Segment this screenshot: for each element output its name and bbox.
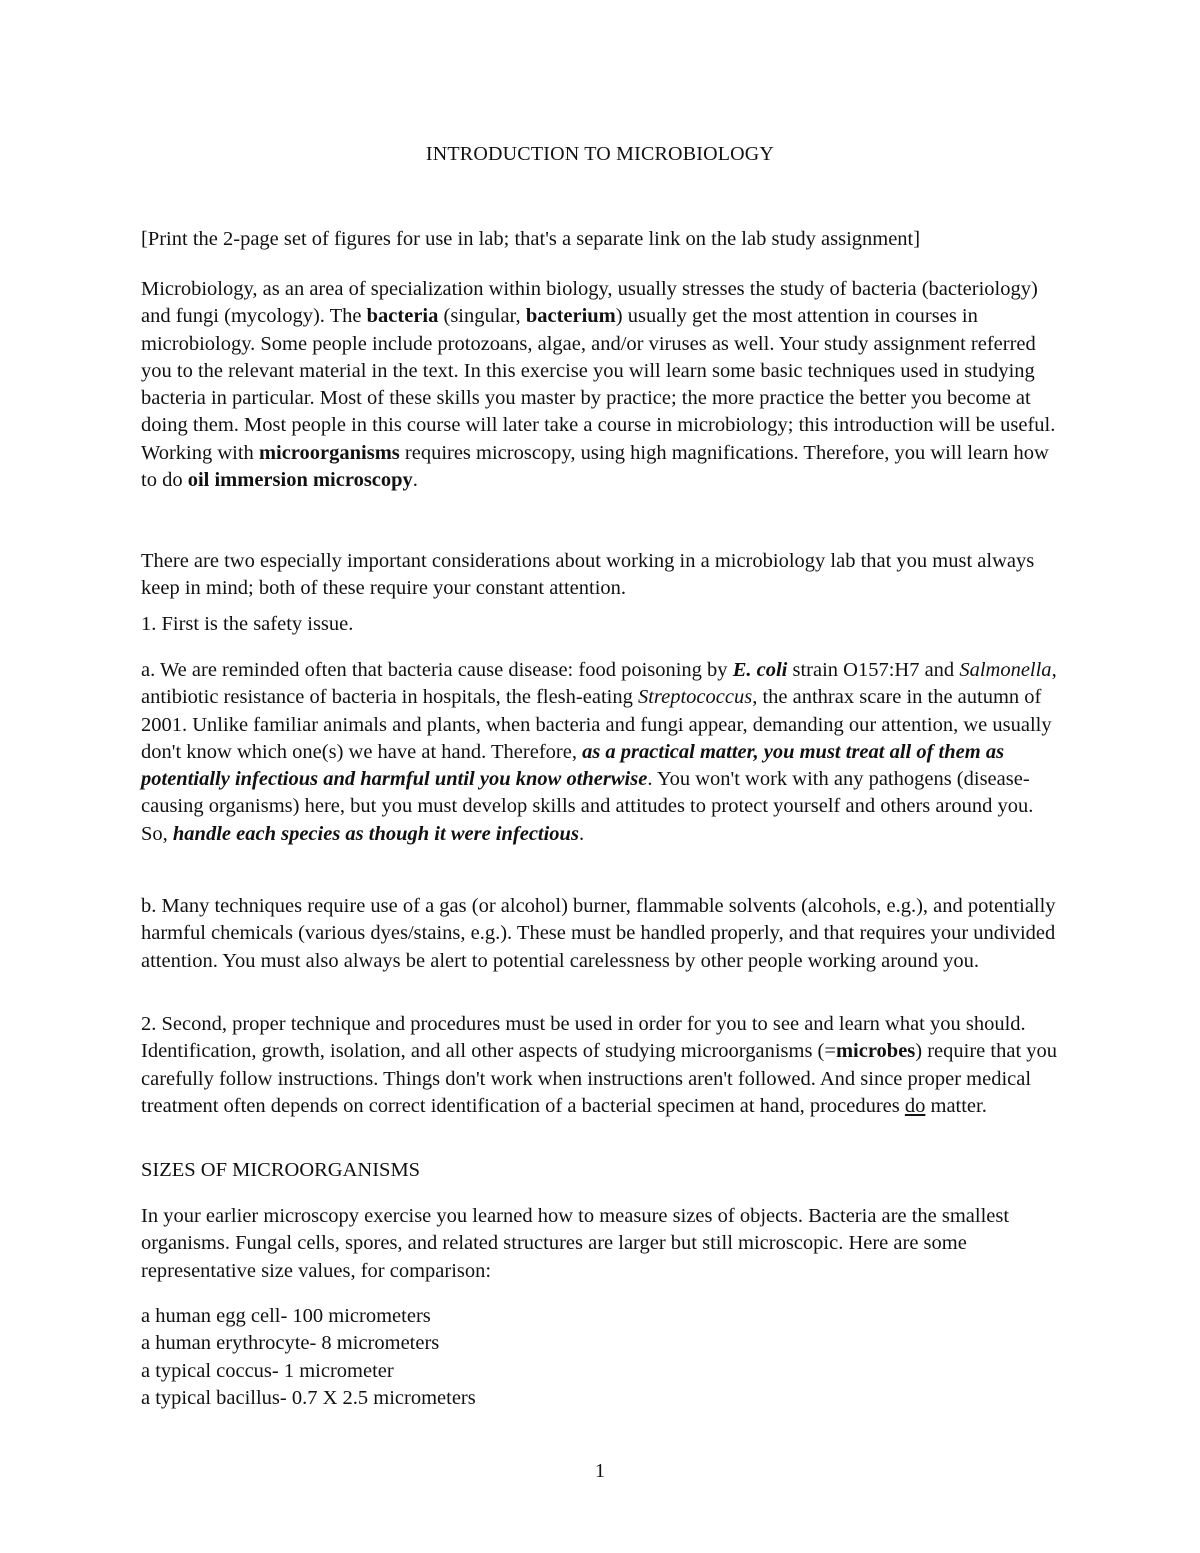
term-bacterium: bacterium <box>525 305 616 328</box>
term-salmonella: Salmonella <box>959 659 1052 681</box>
sizes-list <box>141 1303 1061 1412</box>
term-oil-immersion: oil immersion microscopy <box>187 469 413 492</box>
term-bacteria: bacteria <box>366 305 439 328</box>
term-microorganisms: microorganisms <box>258 441 400 464</box>
term-streptococcus: Streptococcus <box>637 686 753 709</box>
print-note: [Print the 2-page set of figures for use in lab; that's a separate link on the lab study assignment] <box>141 228 921 250</box>
list-item: a human egg cell- 100 micrometers <box>141 1305 431 1327</box>
list-item: a human erythrocyte- 8 micrometers <box>141 1332 440 1355</box>
item-b-paragraph: b. Many techniques require use of a gas (or alcohol) burner, flammable solvents (alcohols, e.g.), and potentially harmful chemicals (various dyes/stains, e.g.). These must be handled properly, and that requires your undivided attention. You must also always be alert to potential carelessness by other people working around you. <box>141 895 1056 972</box>
sizes-heading: SIZES OF MICROORGANISMS <box>141 1159 421 1181</box>
list-item: a typical bacillus- 0.7 X 2.5 micrometers <box>141 1386 476 1409</box>
considerations-paragraph: There are two especially important considerations about working in a microbiology lab that you must always keep in mind; both of these require your constant attention. <box>141 550 1035 600</box>
term-e-coli: E. coli <box>732 659 788 681</box>
item-a-paragraph: a. We are reminded often that bacteria cause disease: food poisoning by E. coli strain O157:H7 and Salmonella, antibiotic resistance of bacteria in hospitals, the flesh-eating Streptococcus, the anthrax scare in the autumn of 2001. Unlike familiar animals and plants, when bacteria and fungi appear, demanding our attention, we usually don't know which one(s) we have at hand. Therefore, as a practical matter, you must treat all of them as potentially infectious and harmful until you know otherwise. You won't work with any pathogens (disease-causing organisms) here, but you must develop skills and attitudes to protect yourself and others around you. So, handle each species as though it were infectious. <box>141 659 1057 845</box>
list-item: a typical coccus- 1 micrometer <box>141 1359 394 1382</box>
sizes-intro: In your earlier microscopy exercise you learned how to measure sizes of objects. Bacteria are the smallest organisms. Fungal cells, spores, and related structures are larger but still microscopic. Here are some representative size values, for comparison: <box>141 1205 1010 1282</box>
term-microbes: microbes <box>835 1040 916 1063</box>
emphasis-treat-as-infectious: as a practical matter, you must treat all of them as potentially infectious and harmful until you know otherwise <box>141 740 1005 791</box>
intro-paragraph: Microbiology, as an area of specialization within biology, usually stresses the study of bacteria (bacteriology) and fungi (mycology). The bacteria (singular, bacterium) usually get the most attention in courses in microbiology. Some people include protozoans, algae, and/or viruses as well. Your study assignment referred you to the relevant material in the text. In this exercise you will learn some basic techniques used in studying bacteria in particular. Most of these skills you master by practice; the more practice the better you become at doing them. Most people in this course will later take a course in microbiology; this introduction will be useful. Working with microorganisms requires microscopy, using high magnifications. Therefore, you will learn how to do oil immersion microscopy. <box>141 278 1056 492</box>
item-2-paragraph: 2. Second, proper technique and procedures must be used in order for you to see and learn what you should. Identification, growth, isolation, and all other aspects of studying microorganisms (=microbes) require that you carefully follow instructions. Things don't work when instructions aren't followed. And since proper medical treatment often depends on correct identification of a bacterial specimen at hand, procedures do matter. <box>141 1013 1058 1117</box>
emphasis-handle-species: handle each species as though it were infectious <box>172 822 579 845</box>
page-number: 1 <box>595 1460 605 1482</box>
item-1: 1. First is the safety issue. <box>141 613 354 635</box>
page-title: INTRODUCTION TO MICROBIOLOGY <box>425 143 775 165</box>
emphasis-do: do <box>904 1094 926 1117</box>
